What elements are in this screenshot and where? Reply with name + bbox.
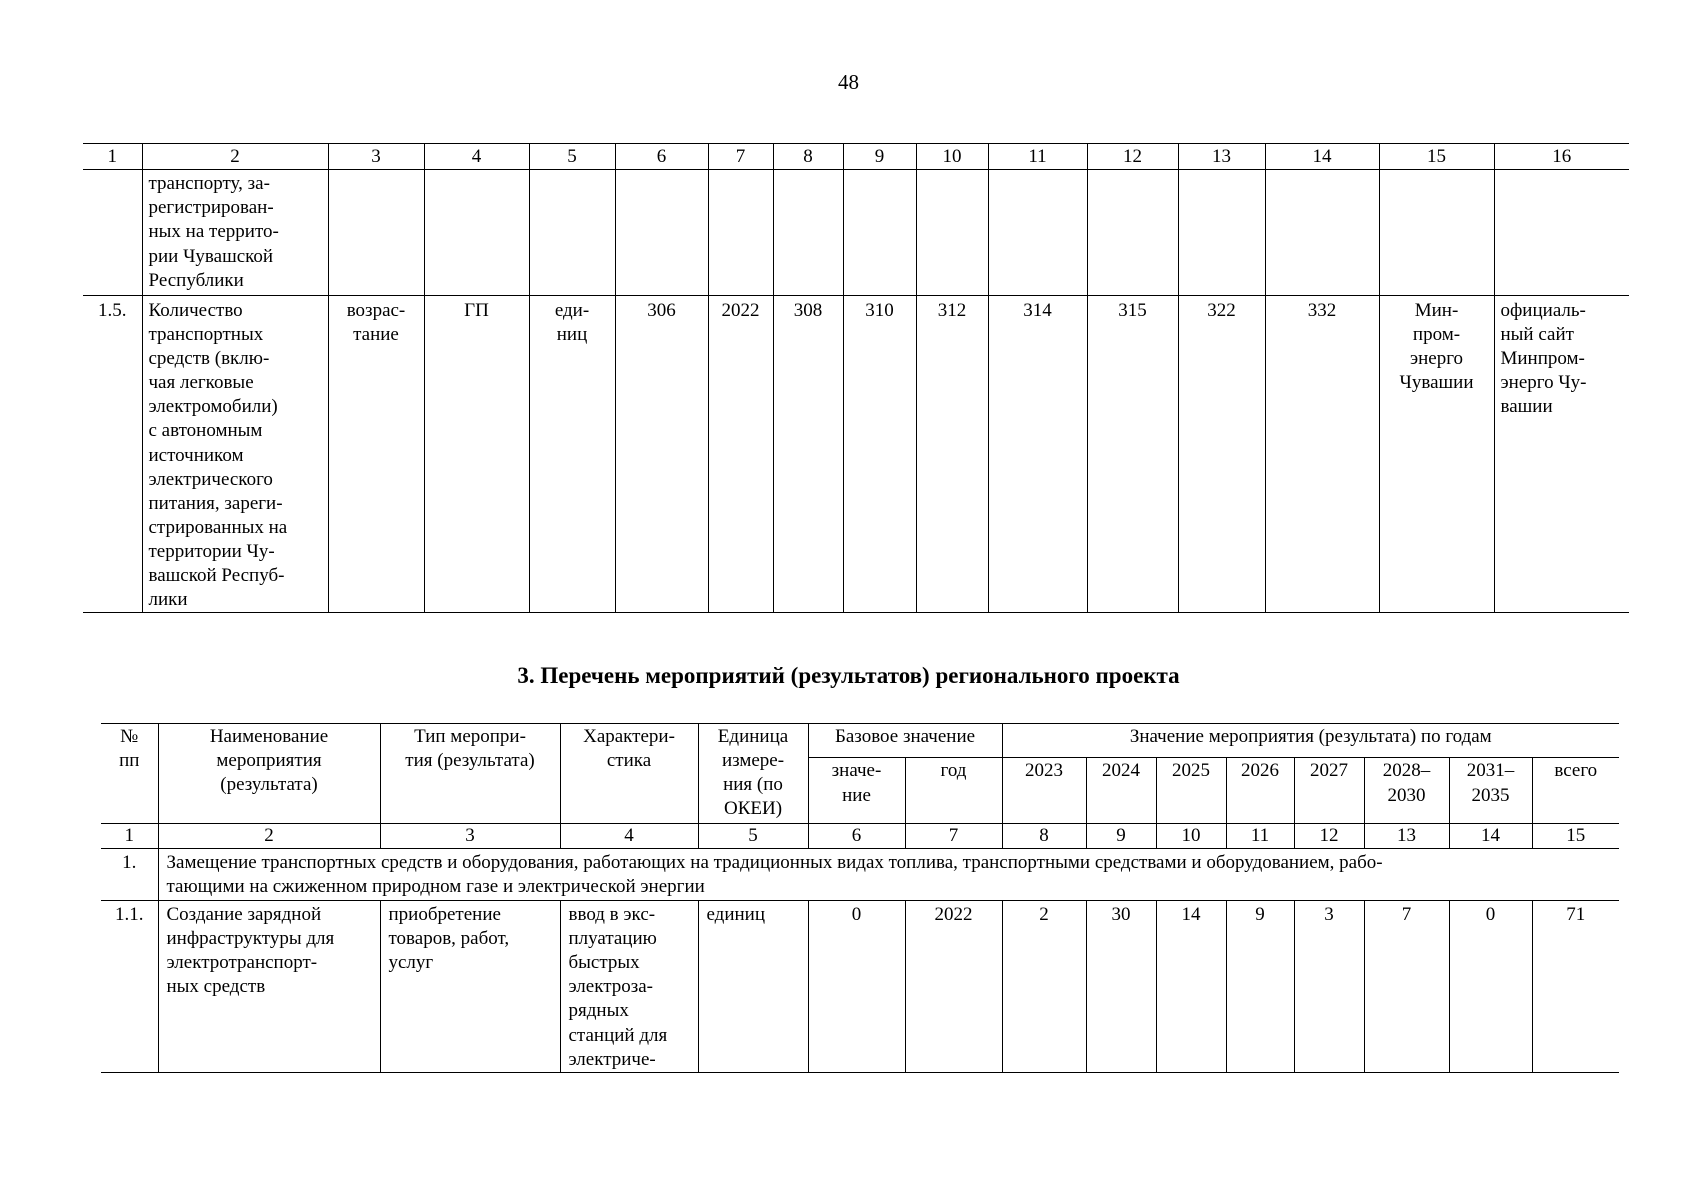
page-number: 48 <box>838 70 859 94</box>
value-cell: 0 <box>1449 900 1532 1072</box>
header-year: 2024 <box>1086 758 1156 823</box>
value-cell: 2 <box>1002 900 1086 1072</box>
activities-table <box>101 723 1619 1073</box>
header-base-value: значе- ние <box>808 758 905 823</box>
activity-characteristic: ввод в экс- плуатацию быстрых электроза- рядных станций для электриче- <box>560 900 698 1072</box>
header-row <box>101 724 1619 758</box>
group-number: 1. <box>101 848 158 900</box>
value-cell: 3 <box>1294 900 1364 1072</box>
indicator-name: Количество транспортных средств (вклю- чая легковые электромобили) с автономным источником электрического питания, зареги- стрированных на территории Чу- вашской Респуб- лики <box>142 295 328 613</box>
value-cell: 332 <box>1265 295 1379 613</box>
indicators-table-continued <box>83 143 1629 613</box>
column-number: 5 <box>529 144 615 170</box>
column-number: 4 <box>560 823 698 848</box>
column-number: 14 <box>1265 144 1379 170</box>
column-number: 13 <box>1178 144 1265 170</box>
level-cell: ГП <box>424 295 529 613</box>
row-number: 1.1. <box>101 900 158 1072</box>
column-number: 16 <box>1494 144 1629 170</box>
header-year: 2026 <box>1226 758 1294 823</box>
row-number: 1.5. <box>83 295 142 613</box>
column-number: 5 <box>698 823 808 848</box>
column-number: 1 <box>83 144 142 170</box>
column-number: 7 <box>905 823 1002 848</box>
header-year: 2027 <box>1294 758 1364 823</box>
column-number: 8 <box>1002 823 1086 848</box>
column-number: 10 <box>916 144 988 170</box>
header-characteristic: Характери- стика <box>560 724 698 824</box>
section-title: 3. Перечень мероприятий (результатов) регионального проекта <box>517 663 1180 688</box>
unit-cell: единиц <box>698 900 808 1072</box>
column-number: 10 <box>1156 823 1226 848</box>
header-base-year: год <box>905 758 1002 823</box>
trend-cell: возрас- тание <box>328 295 424 613</box>
header-year: 2028– 2030 <box>1364 758 1449 823</box>
column-number: 13 <box>1364 823 1449 848</box>
header-name: Наименование мероприятия (результата) <box>158 724 380 824</box>
column-number: 4 <box>424 144 529 170</box>
column-number: 6 <box>615 144 708 170</box>
column-number: 2 <box>158 823 380 848</box>
base-year-cell: 2022 <box>708 295 773 613</box>
source-cell: официаль- ный сайт Минпром- энерго Чу- вашии <box>1494 295 1629 613</box>
activity-type: приобретение товаров, работ, услуг <box>380 900 560 1072</box>
column-number: 12 <box>1087 144 1178 170</box>
value-cell: 7 <box>1364 900 1449 1072</box>
column-number: 11 <box>988 144 1087 170</box>
value-cell: 30 <box>1086 900 1156 1072</box>
column-number: 11 <box>1226 823 1294 848</box>
column-number: 3 <box>380 823 560 848</box>
header-year: 2023 <box>1002 758 1086 823</box>
base-value-cell: 306 <box>615 295 708 613</box>
value-cell: 314 <box>988 295 1087 613</box>
value-cell: 14 <box>1156 900 1226 1072</box>
value-cell: 312 <box>916 295 988 613</box>
header-years-group: Значение мероприятия (результата) по годам <box>1002 724 1619 758</box>
column-number: 3 <box>328 144 424 170</box>
column-number: 6 <box>808 823 905 848</box>
column-number: 14 <box>1449 823 1532 848</box>
column-number: 15 <box>1379 144 1494 170</box>
value-cell: 310 <box>843 295 916 613</box>
header-unit: Единица измере- ния (по ОКЕИ) <box>698 724 808 824</box>
continuation-text: транспорту, за- регистрирован- ных на террито- рии Чувашской Республики <box>142 170 328 296</box>
value-cell: 315 <box>1087 295 1178 613</box>
column-number: 9 <box>1086 823 1156 848</box>
column-number: 9 <box>843 144 916 170</box>
unit-cell: еди- ниц <box>529 295 615 613</box>
base-value-cell: 0 <box>808 900 905 1072</box>
column-numbers-row <box>83 144 1629 170</box>
header-type: Тип меропри- тия (результата) <box>380 724 560 824</box>
header-year: 2031– 2035 <box>1449 758 1532 823</box>
value-cell: 71 <box>1532 900 1619 1072</box>
column-number: 2 <box>142 144 328 170</box>
header-num: № пп <box>101 724 158 824</box>
column-number: 12 <box>1294 823 1364 848</box>
value-cell: 322 <box>1178 295 1265 613</box>
column-number: 15 <box>1532 823 1619 848</box>
table-row <box>83 295 1629 613</box>
column-numbers-row <box>101 823 1619 848</box>
group-text: Замещение транспортных средств и оборудования, работающих на традиционных видах топлива, транспортными средствами и оборудованием, рабо- тающими на сжиженном природном газе и электрической энергии <box>158 848 1619 900</box>
table-row-continuation <box>83 170 1629 296</box>
column-number: 7 <box>708 144 773 170</box>
header-base: Базовое значение <box>808 724 1002 758</box>
group-row <box>101 848 1619 900</box>
value-cell: 9 <box>1226 900 1294 1072</box>
responsible-cell: Мин- пром- энерго Чувашии <box>1379 295 1494 613</box>
value-cell: 308 <box>773 295 843 613</box>
activity-name: Создание зарядной инфраструктуры для электротранспорт- ных средств <box>158 900 380 1072</box>
column-number: 8 <box>773 144 843 170</box>
table-row <box>101 900 1619 1072</box>
base-year-cell: 2022 <box>905 900 1002 1072</box>
column-number: 1 <box>101 823 158 848</box>
header-year: всего <box>1532 758 1619 823</box>
header-year: 2025 <box>1156 758 1226 823</box>
